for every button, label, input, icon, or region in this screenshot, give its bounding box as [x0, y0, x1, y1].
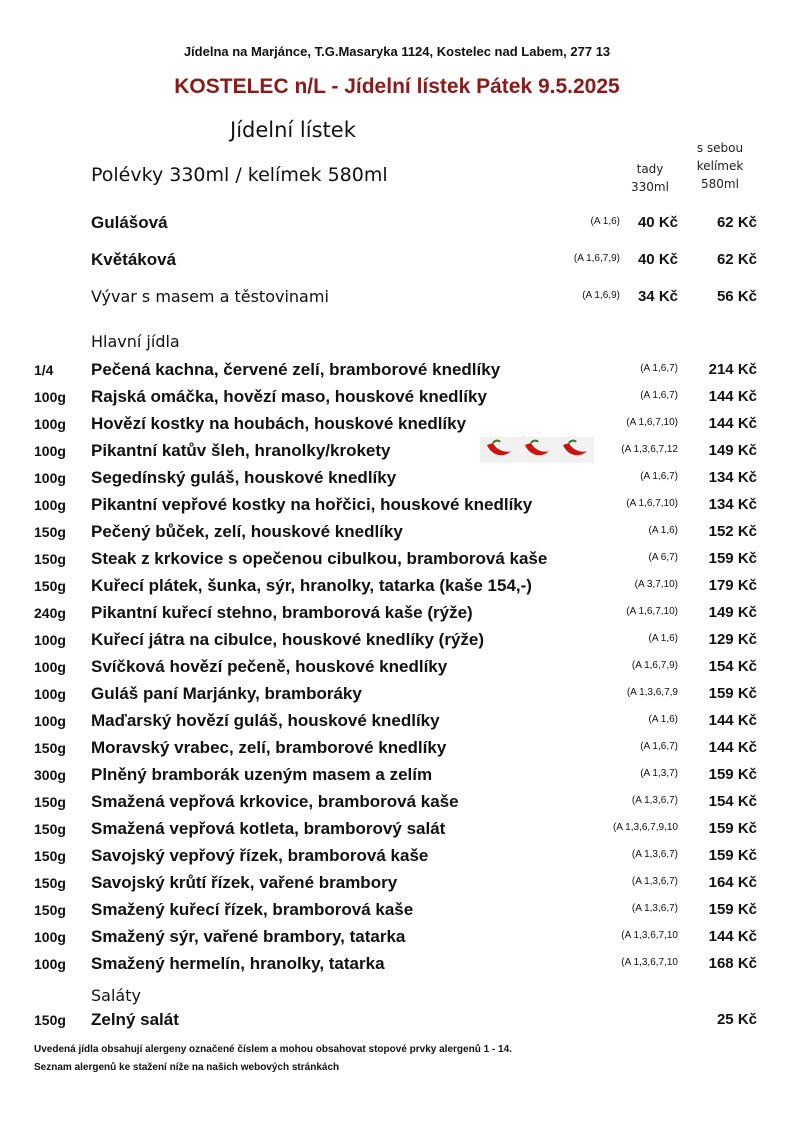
menu-subtitle: Jídelní lístek [230, 118, 356, 142]
portion-size: 150g [34, 902, 66, 918]
dish-price: 214 Kč [708, 361, 757, 378]
column-header-takeaway [690, 141, 750, 191]
dish-price: 159 Kč [708, 685, 757, 702]
portion-size: 100g [34, 956, 66, 972]
portion-size: 150g [34, 848, 66, 864]
portion-size: 150g [34, 821, 66, 837]
soup-name: Květáková [91, 250, 177, 269]
portion-size: 100g [34, 389, 66, 405]
soup-allergens: (A 1,6) [590, 216, 620, 227]
dish-allergens: (A 1,6,7) [640, 390, 678, 401]
dish-allergens: (A 1,3,6,7) [631, 849, 678, 860]
dish-allergens: (A 6,7) [648, 552, 678, 563]
dish-price: 149 Kč [708, 442, 757, 459]
dish-name: Savojský vepřový řízek, bramborová kaše [91, 846, 429, 865]
dish-name: Steak z krkovice s opečenou cibulkou, bramborová kaše [91, 549, 548, 568]
soup-name: Vývar s masem a těstovinami [91, 287, 329, 306]
dish-name: Kuřecí játra na cibulce, houskové knedlíky (rýže) [91, 630, 485, 649]
dish-name: Pikantní kuřecí stehno, bramborová kaše (rýže) [91, 603, 473, 622]
dish-price: 152 Kč [708, 523, 757, 540]
dish-name: Rajská omáčka, hovězí maso, houskové knedlíky [91, 387, 487, 406]
dish-name: Smažená vepřová krkovice, bramborová kaše [91, 792, 459, 811]
main-dish-row [0, 848, 794, 875]
main-dish-row [0, 740, 794, 767]
dish-name: Hovězí kostky na houbách, houskové knedlíky [91, 414, 467, 433]
dish-price: 168 Kč [708, 955, 757, 972]
dish-price: 25 Kč [716, 1011, 757, 1028]
portion-size: 100g [34, 686, 66, 702]
soup-name: Gulášová [91, 213, 168, 232]
dish-allergens: (A 3,7,10) [634, 579, 678, 590]
column-header-takeaway-line: s sebou [696, 141, 744, 155]
soup-allergens: (A 1,6,9) [582, 290, 620, 301]
main-dish-row [0, 551, 794, 578]
portion-size: 150g [34, 1012, 66, 1028]
dish-name: Pečený bůček, zelí, houskové knedlíky [91, 522, 403, 541]
portion-size: 300g [34, 767, 66, 783]
dish-name: Moravský vrabec, zelí, bramborové knedlíky [91, 738, 447, 757]
portion-size: 150g [34, 551, 66, 567]
main-dish-row [0, 605, 794, 632]
dish-price: 144 Kč [708, 739, 757, 756]
soup-price-here: 34 Kč [637, 288, 678, 305]
dish-allergens: (A 1,3,6,7) [631, 795, 678, 806]
dish-allergens: (A 1,3,6,7) [631, 903, 678, 914]
chili-pepper-icon [556, 437, 594, 463]
soup-allergens: (A 1,6,7,9) [573, 253, 620, 264]
main-dish-row [0, 632, 794, 659]
column-header-takeaway-line: 580ml [701, 177, 739, 191]
chili-pepper-icon [480, 437, 518, 463]
dish-price: 159 Kč [708, 550, 757, 567]
allergen-note: Uvedená jídla obsahují alergeny označené číslem a mohou obsahovat stopové prvky alergenů 1 - 14. [34, 1044, 512, 1055]
dish-name: Pikantní vepřové kostky na hořčici, houskové knedlíky [91, 495, 533, 514]
dish-price: 144 Kč [708, 928, 757, 945]
portion-size: 150g [34, 578, 66, 594]
portion-size: 100g [34, 416, 66, 432]
dish-name: Plněný bramborák uzeným masem a zelím [91, 765, 433, 784]
main-dish-row [0, 578, 794, 605]
soup-price-takeaway: 56 Kč [716, 288, 757, 305]
mains-heading: Hlavní jídla [91, 332, 180, 351]
dish-name: Smažený hermelín, hranolky, tatarka [91, 954, 385, 973]
dish-allergens: (A 1,6) [648, 633, 678, 644]
column-header-here [625, 162, 675, 194]
soup-row [0, 289, 794, 316]
main-dish-row [0, 389, 794, 416]
page-title: KOSTELEC n/L - Jídelní lístek Pátek 9.5.2025 [174, 75, 620, 98]
dish-price: 154 Kč [708, 658, 757, 675]
column-header-takeaway-line: kelímek [696, 159, 744, 173]
dish-allergens: (A 1,3,6,7,10 [621, 957, 678, 968]
main-dish-row [0, 902, 794, 929]
portion-size: 100g [34, 497, 66, 513]
main-dish-row [0, 470, 794, 497]
dish-allergens: (A 1,6,7,9) [631, 660, 678, 671]
chili-pepper-icon [518, 437, 556, 463]
dish-allergens: (A 1,6,7) [640, 471, 678, 482]
portion-size: 150g [34, 875, 66, 891]
dish-name: Svíčková hovězí pečeně, houskové knedlíky [91, 657, 448, 676]
salad-row [0, 1012, 794, 1039]
main-dish-row [0, 713, 794, 740]
dish-allergens: (A 1,6,7,10) [626, 498, 678, 509]
dish-allergens: (A 1,6) [648, 714, 678, 725]
portion-size: 150g [34, 740, 66, 756]
soup-price-takeaway: 62 Kč [716, 214, 757, 231]
dish-allergens: (A 1,3,6,7,12 [621, 444, 678, 455]
dish-price: 149 Kč [708, 604, 757, 621]
main-dish-row [0, 929, 794, 956]
column-header-here-line: tady [636, 162, 664, 176]
main-dish-row [0, 686, 794, 713]
dish-allergens: (A 1,3,6,7,10 [621, 930, 678, 941]
dish-name: Pečená kachna, červené zelí, bramborové knedlíky [91, 360, 501, 379]
main-dish-row [0, 875, 794, 902]
dish-price: 144 Kč [708, 388, 757, 405]
dish-name: Savojský krůtí řízek, vařené brambory [91, 873, 398, 892]
soups-heading: Polévky 330ml / kelímek 580ml [91, 164, 388, 186]
dish-price: 144 Kč [708, 712, 757, 729]
dish-price: 144 Kč [708, 415, 757, 432]
dish-price: 164 Kč [708, 874, 757, 891]
dish-name: Smažený kuřecí řízek, bramborová kaše [91, 900, 414, 919]
soup-row [0, 215, 794, 242]
dish-price: 134 Kč [708, 496, 757, 513]
dish-allergens: (A 1,3,6,7) [631, 876, 678, 887]
dish-allergens: (A 1,3,6,7,9 [626, 687, 678, 698]
dish-name: Maďarský hovězí guláš, houskové knedlíky [91, 711, 440, 730]
soup-price-here: 40 Kč [637, 214, 678, 231]
dish-price: 154 Kč [708, 793, 757, 810]
dish-name: Kuřecí plátek, šunka, sýr, hranolky, tatarka (kaše 154,-) [91, 576, 532, 595]
main-dish-row [0, 362, 794, 389]
address-line: Jídelna na Marjánce, T.G.Masaryka 1124, Kostelec nad Labem, 277 13 [183, 44, 611, 59]
dish-allergens: (A 1,3,6,7,9,10 [612, 822, 678, 833]
dish-allergens: (A 1,6,7) [640, 741, 678, 752]
allergen-download-note: Seznam alergenů ke stažení níže na našich webových stránkách [34, 1062, 340, 1073]
dish-price: 159 Kč [708, 766, 757, 783]
main-dish-row [0, 443, 794, 470]
portion-size: 100g [34, 659, 66, 675]
dish-allergens: (A 1,3,7) [640, 768, 678, 779]
portion-size: 1/4 [34, 362, 54, 378]
dish-price: 159 Kč [708, 901, 757, 918]
dish-name: Smažený sýr, vařené brambory, tatarka [91, 927, 406, 946]
main-dish-row [0, 497, 794, 524]
dish-name: Smažená vepřová kotleta, bramborový salát [91, 819, 446, 838]
main-dish-row [0, 659, 794, 686]
main-dish-row [0, 956, 794, 983]
soup-row [0, 252, 794, 279]
dish-name: Pikantní katův šleh, hranolky/krokety [91, 441, 391, 460]
dish-allergens: (A 1,6,7,10) [626, 417, 678, 428]
dish-price: 134 Kč [708, 469, 757, 486]
dish-name: Segedínský guláš, houskové knedlíky [91, 468, 397, 487]
portion-size: 100g [34, 470, 66, 486]
main-dish-row [0, 794, 794, 821]
main-dish-row [0, 524, 794, 551]
main-dish-row [0, 821, 794, 848]
salads-heading: Saláty [91, 986, 141, 1005]
main-dish-row [0, 767, 794, 794]
main-dish-row [0, 416, 794, 443]
portion-size: 100g [34, 632, 66, 648]
dish-price: 159 Kč [708, 820, 757, 837]
dish-allergens: (A 1,6,7,10) [626, 606, 678, 617]
dish-price: 159 Kč [708, 847, 757, 864]
dish-allergens: (A 1,6,7) [640, 363, 678, 374]
dish-name: Zelný salát [91, 1010, 179, 1029]
soup-price-here: 40 Kč [637, 251, 678, 268]
portion-size: 100g [34, 713, 66, 729]
portion-size: 150g [34, 524, 66, 540]
portion-size: 100g [34, 443, 66, 459]
portion-size: 150g [34, 794, 66, 810]
soup-price-takeaway: 62 Kč [716, 251, 757, 268]
column-header-here-line: 330ml [631, 180, 669, 194]
dish-allergens: (A 1,6) [648, 525, 678, 536]
portion-size: 100g [34, 929, 66, 945]
dish-price: 129 Kč [708, 631, 757, 648]
portion-size: 240g [34, 605, 66, 621]
dish-name: Guláš paní Marjánky, bramboráky [91, 684, 362, 703]
dish-price: 179 Kč [708, 577, 757, 594]
